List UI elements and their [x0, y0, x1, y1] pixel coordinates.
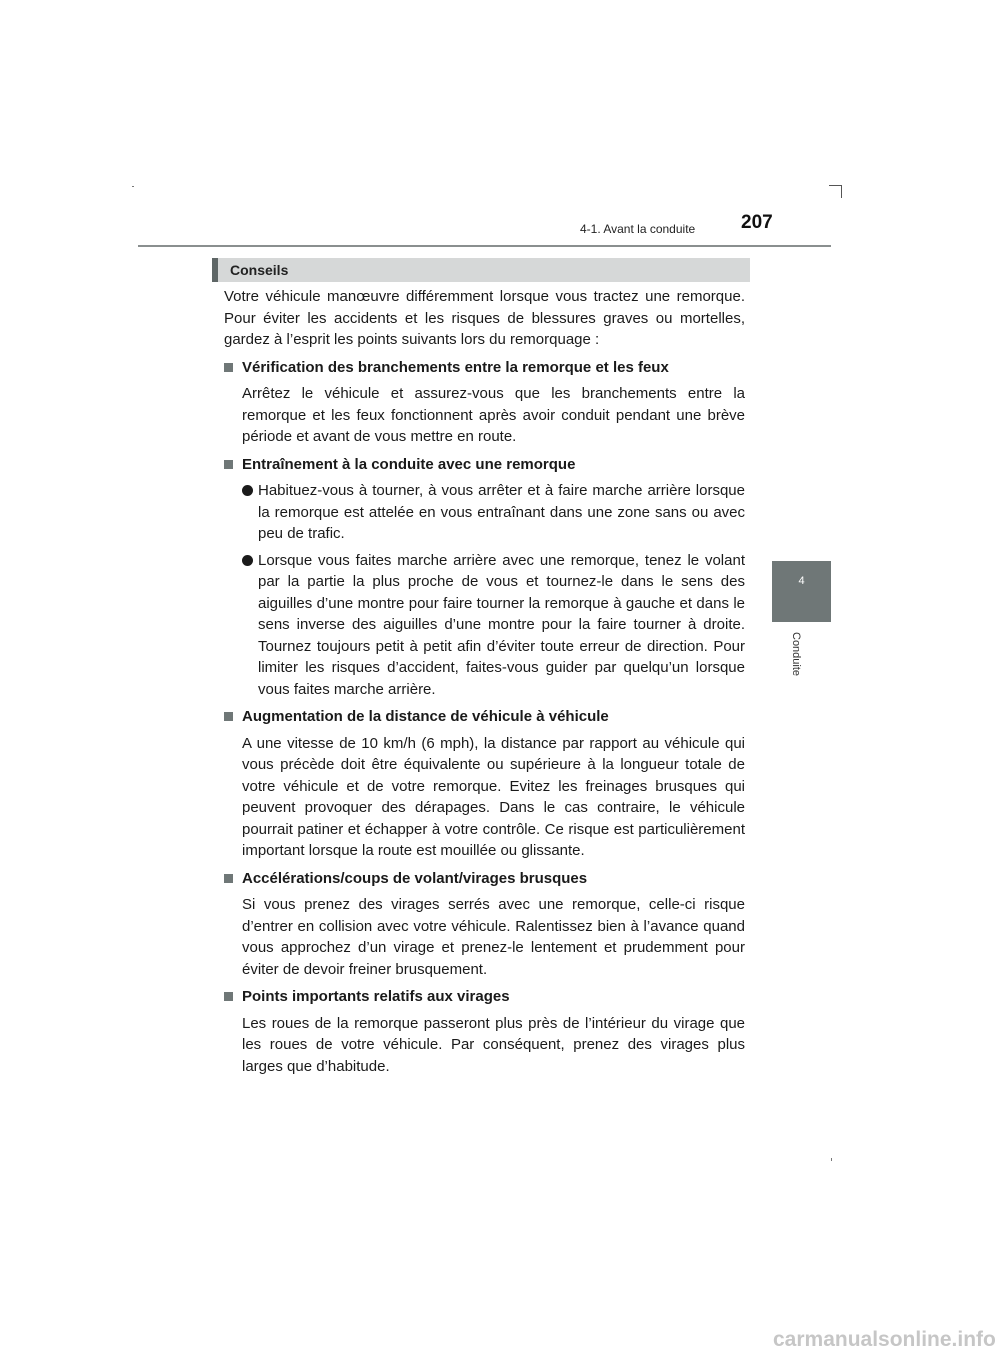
section-heading — [224, 454, 745, 476]
page-number: 207 — [741, 212, 773, 233]
section-heading-text: Accélérations/coups de volant/virages brusques — [242, 869, 588, 887]
section-body: Si vous prenez des virages serrés avec une remorque, celle-ci risque d’entrer en collision avec votre véhicule. Ralentissez bien à l’avance quand vous approchez d’un virage et prenez-le lentement et prudemment pour éviter de devoir freiner brusquement. — [242, 896, 745, 978]
conseils-content — [224, 286, 745, 1082]
square-bullet-icon — [224, 874, 233, 883]
header-rule — [138, 245, 831, 247]
crop-mark — [132, 186, 134, 187]
bullet-item — [224, 550, 745, 701]
section-heading — [224, 357, 745, 379]
round-bullet-icon — [242, 485, 253, 496]
section-heading-text: Vérification des branchements entre la remorque et les feux — [242, 358, 669, 376]
conseils-title-bar — [212, 258, 750, 282]
chapter-label: Conduite — [790, 632, 802, 677]
watermark: carmanualsonline.info — [773, 1328, 996, 1351]
section-heading — [224, 986, 745, 1008]
section-heading-text: Augmentation de la distance de véhicule à véhicule — [242, 708, 609, 725]
bullet-item — [224, 480, 745, 545]
bullet-text: Habituez-vous à tourner, à vous arrêter et à faire marche arrière lorsque la remorque est attelée en vous entraînant dans une zone sans ou avec peu de trafic. — [258, 482, 745, 542]
section-body: Les roues de la remorque passeront plus près de l’intérieur du virage que les roues de votre véhicule. Par conséquent, prenez des virages plus larges que d’habitude. — [242, 1014, 745, 1075]
intro-paragraph: Votre véhicule manœuvre différemment lorsque vous tractez une remorque. Pour éviter les accidents et les risques de blessures graves ou mortelles, gardez à l’esprit les points suivants lors du remorquage : — [224, 288, 745, 348]
chapter-number: 4 — [798, 575, 805, 587]
section-body: A une vitesse de 10 km/h (6 mph), la distance par rapport au véhicule qui vous précède doit être équivalente ou supérieure à la longueur totale de votre véhicule et de votre remorque. Evitez les freinages brusques qui peuvent provoquer des dérapages. Dans le cas contraire, le véhicule pourrait patiner et échapper à votre contrôle. Ce risque est particulièrement important lorsque la route est mouillée ou glissante. — [242, 734, 745, 859]
square-bullet-icon — [224, 992, 233, 1001]
section-heading — [224, 706, 745, 728]
square-bullet-icon — [224, 363, 233, 372]
conseils-title: Conseils — [230, 262, 289, 278]
section-body: Arrêtez le véhicule et assurez-vous que les branchements entre la remorque et les feux fonctionnent après avoir conduit pendant une brève période et avant de vous mettre en route. — [242, 385, 745, 445]
section-heading-text: Entraînement à la conduite avec une remorque — [242, 455, 576, 473]
section-header: 4-1. Avant la conduite — [580, 222, 696, 236]
crop-mark — [829, 185, 842, 198]
round-bullet-icon — [242, 555, 253, 566]
square-bullet-icon — [224, 460, 233, 469]
square-bullet-icon — [224, 712, 233, 721]
crop-mark — [831, 1158, 832, 1161]
chapter-tab — [772, 561, 831, 622]
section-heading-text: Points importants relatifs aux virages — [242, 988, 510, 1005]
section-heading — [224, 868, 745, 890]
bullet-text: Lorsque vous faites marche arrière avec une remorque, tenez le volant par la partie la plus proche de vous et tournez-le dans le sens des aiguilles d’une montre pour faire tourner la remorque à gauche et dans le sens inverse des aiguilles d’une montre pour la faire tourner à droite. Tournez toujours petit à petit afin d’éviter toute erreur de direction. Pour limiter les risques d’accident, faites-vous guider par quelqu’un lorsque vous faites marche arrière. — [258, 551, 745, 698]
